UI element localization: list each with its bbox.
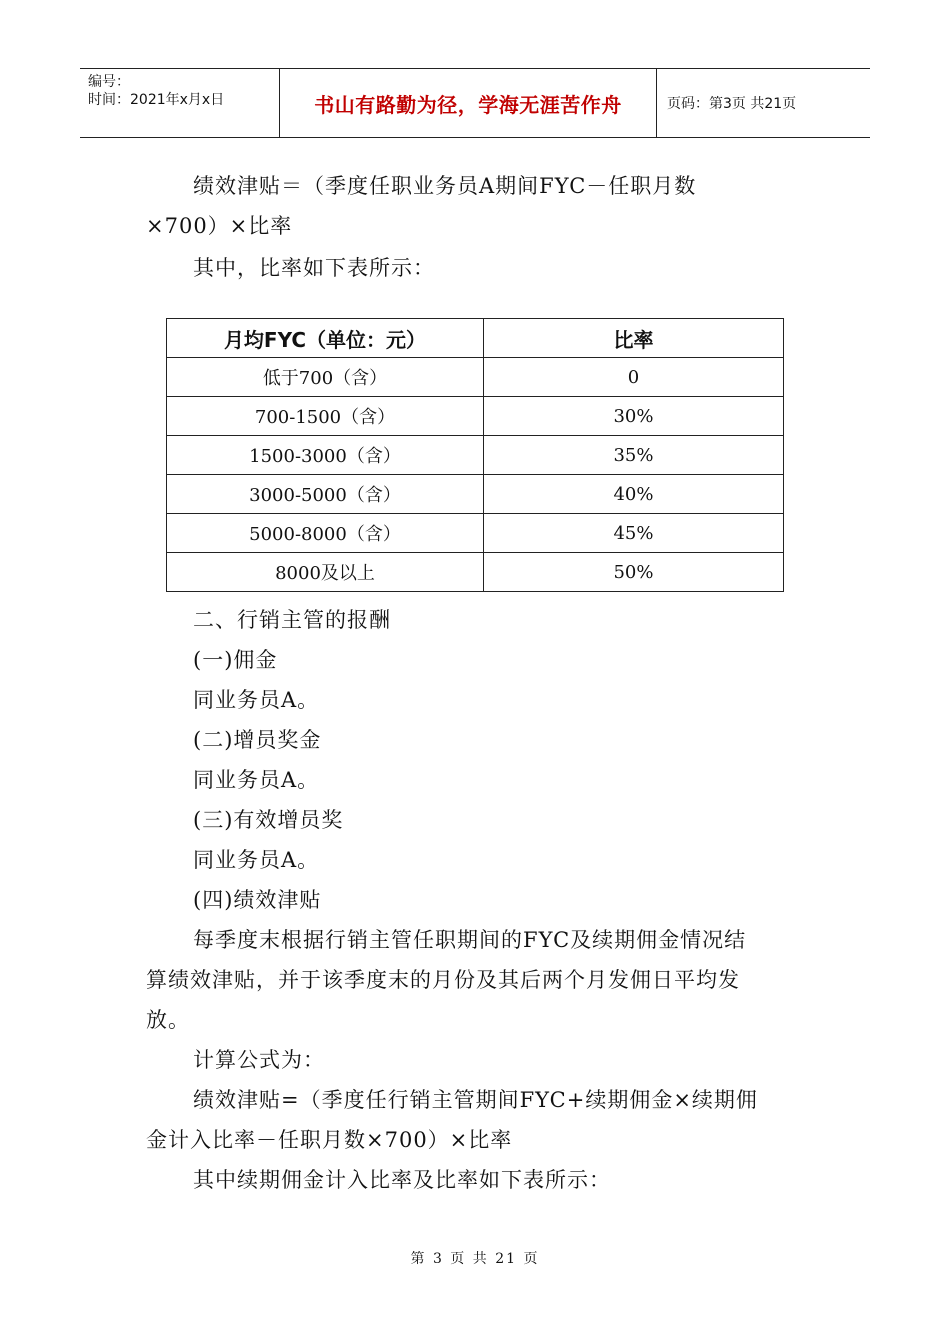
fyc-cell: 8000及以上 (167, 553, 484, 592)
section-heading: 二、行销主管的报酬 (193, 608, 391, 632)
effective-recruit-text: 同业务员A。 (193, 848, 320, 872)
commission-text: 同业务员A。 (193, 688, 320, 712)
header-page-info: 页码：第3页 共21页 (667, 96, 797, 112)
table-row (167, 475, 784, 514)
subsection-performance-allowance: (四)绩效津贴 (193, 888, 322, 912)
table-intro: 其中，比率如下表所示： (193, 256, 435, 280)
rate-cell: 45% (484, 514, 784, 553)
paragraph-line-1: 每季度末根据行销主管任职期间的FYC及续期佣金情况结 (193, 928, 747, 952)
fyc-cell: 低于700（含） (167, 358, 484, 397)
rate-cell: 35% (484, 436, 784, 475)
page-header (80, 68, 870, 138)
formula-line-2: ×700）×比率 (146, 214, 293, 238)
paragraph-line-3: 放。 (146, 1008, 190, 1032)
table-header-row (167, 319, 784, 358)
table-row (167, 358, 784, 397)
table-row (167, 514, 784, 553)
fyc-cell: 1500-3000（含） (167, 436, 484, 475)
formula-2-line-1: 绩效津贴=（季度任行销主管期间FYC+续期佣金×续期佣 (193, 1088, 758, 1112)
header-fyc: 月均FYC（单位：元） (167, 319, 484, 358)
time-label: 时间：2021年x月x日 (88, 92, 225, 108)
rate-cell: 50% (484, 553, 784, 592)
page-footer: 第 3 页 共 21 页 (410, 1251, 540, 1267)
header-motto: 书山有路勤为径，学海无涯苦作舟 (280, 69, 657, 137)
rate-table (166, 318, 784, 592)
fyc-cell: 700-1500（含） (167, 397, 484, 436)
header-meta (80, 69, 280, 137)
recruit-bonus-text: 同业务员A。 (193, 768, 320, 792)
rate-cell: 40% (484, 475, 784, 514)
formula-2-line-2: 金计入比率－任职月数×700）×比率 (146, 1128, 513, 1152)
subsection-commission: (一)佣金 (193, 648, 278, 672)
paragraph-line-2: 算绩效津贴，并于该季度末的月份及其后两个月发佣日平均发 (146, 968, 740, 992)
fyc-cell: 5000-8000（含） (167, 514, 484, 553)
table-row (167, 553, 784, 592)
subsection-recruit-bonus: (二)增员奖金 (193, 728, 322, 752)
rate-cell: 30% (484, 397, 784, 436)
table-row (167, 436, 784, 475)
formula-line-1: 绩效津贴＝（季度任职业务员A期间FYC－任职月数 (193, 174, 697, 198)
rate-cell: 0 (484, 358, 784, 397)
table-row (167, 397, 784, 436)
closing-line: 其中续期佣金计入比率及比率如下表所示： (193, 1168, 611, 1192)
fyc-cell: 3000-5000（含） (167, 475, 484, 514)
formula-label: 计算公式为： (193, 1048, 325, 1072)
header-rate: 比率 (484, 319, 784, 358)
subsection-effective-recruit: (三)有效增员奖 (193, 808, 344, 832)
number-label: 编号： (88, 74, 130, 90)
